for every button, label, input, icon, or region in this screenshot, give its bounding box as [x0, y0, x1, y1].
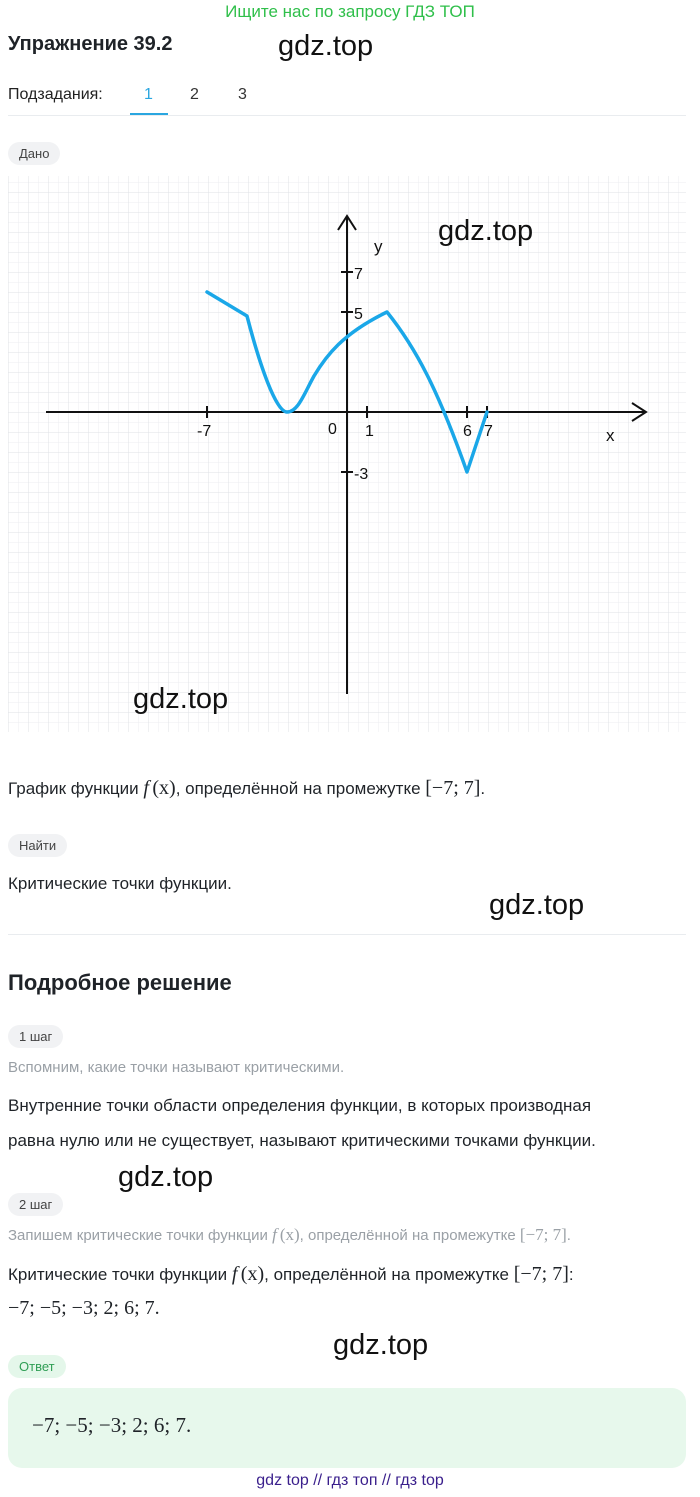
interval: [−7; 7] — [519, 1225, 567, 1244]
func-arg: (x) — [240, 1263, 265, 1285]
tab-subtask-3[interactable]: 3 — [238, 86, 247, 103]
subtasks-label: Подзадания: — [8, 86, 103, 103]
watermark: gdz.top — [118, 1161, 214, 1193]
func-symbol: f — [231, 1263, 238, 1285]
step2-text-post: : — [568, 1265, 574, 1284]
solution-heading: Подробное решение — [8, 970, 232, 995]
x-tick-label: 7 — [484, 423, 493, 440]
given-text-mid: , определённой на промежутке — [175, 779, 426, 798]
watermark: gdz.top — [333, 1329, 429, 1361]
y-tick-label: 7 — [354, 266, 363, 283]
func-arg: (x) — [279, 1225, 300, 1244]
tab-subtask-2[interactable]: 2 — [190, 86, 199, 103]
interval: [−7; 7] — [513, 1263, 569, 1285]
tab-subtask-1[interactable]: 1 — [144, 86, 153, 103]
given-text-post: . — [480, 779, 486, 798]
step2-hint-post: . — [566, 1227, 571, 1244]
step2-hint — [8, 1225, 571, 1245]
func-symbol: f — [143, 777, 149, 799]
origin-label: 0 — [328, 421, 337, 438]
x-tick-label: -7 — [197, 423, 212, 440]
divider — [8, 115, 686, 116]
critical-points: −7; −5; −3; 2; 6; 7. — [8, 1297, 160, 1319]
function-graph — [8, 176, 686, 732]
y-tick-label: 5 — [354, 306, 363, 323]
given-text — [8, 777, 485, 800]
step2-text — [8, 1263, 574, 1286]
watermark: gdz.top — [489, 889, 585, 921]
watermark: gdz.top — [278, 30, 374, 62]
watermark: gdz.top — [438, 215, 534, 247]
graph-svg — [8, 176, 686, 732]
step2-text-pre: Критические точки функции — [8, 1265, 232, 1284]
x-tick-label: 1 — [365, 423, 374, 440]
top-banner[interactable]: Ищите нас по запросу ГДЗ ТОП — [225, 2, 475, 21]
step1-line2: равна нулю или не существует, называют критическими точками функции. — [8, 1131, 596, 1150]
step2-text-mid: , определённой на промежутке — [264, 1265, 514, 1284]
step2-hint-mid: , определённой на промежутке — [299, 1227, 520, 1244]
given-pill: Дано — [8, 142, 60, 165]
y-tick-label: -3 — [354, 466, 369, 483]
find-text: Критические точки функции. — [8, 874, 232, 893]
func-arg: (x) — [152, 777, 176, 799]
step2-pill: 2 шаг — [8, 1193, 63, 1216]
x-tick-label: 6 — [463, 423, 472, 440]
given-text-pre: График функции — [8, 779, 144, 798]
find-pill: Найти — [8, 834, 67, 857]
step1-hint: Вспомним, какие точки называют критическими. — [8, 1059, 345, 1076]
func-symbol: f — [272, 1225, 277, 1244]
interval: [−7; 7] — [425, 777, 481, 799]
step1-line1: Внутренние точки области определения функции, в которых производная — [8, 1096, 592, 1115]
footer-links[interactable]: gdz top // гдз топ // гдз top — [256, 1472, 444, 1489]
step2-hint-pre: Запишем критические точки функции — [8, 1227, 273, 1244]
x-axis-label: x — [606, 426, 615, 445]
page-title: Упражнение 39.2 — [8, 33, 173, 55]
answer-pill: Ответ — [8, 1355, 66, 1378]
y-axis-label: y — [374, 237, 383, 256]
step1-pill: 1 шаг — [8, 1025, 63, 1048]
watermark: gdz.top — [133, 683, 229, 715]
divider — [8, 934, 686, 935]
answer-value: −7; −5; −3; 2; 6; 7. — [32, 1413, 192, 1437]
